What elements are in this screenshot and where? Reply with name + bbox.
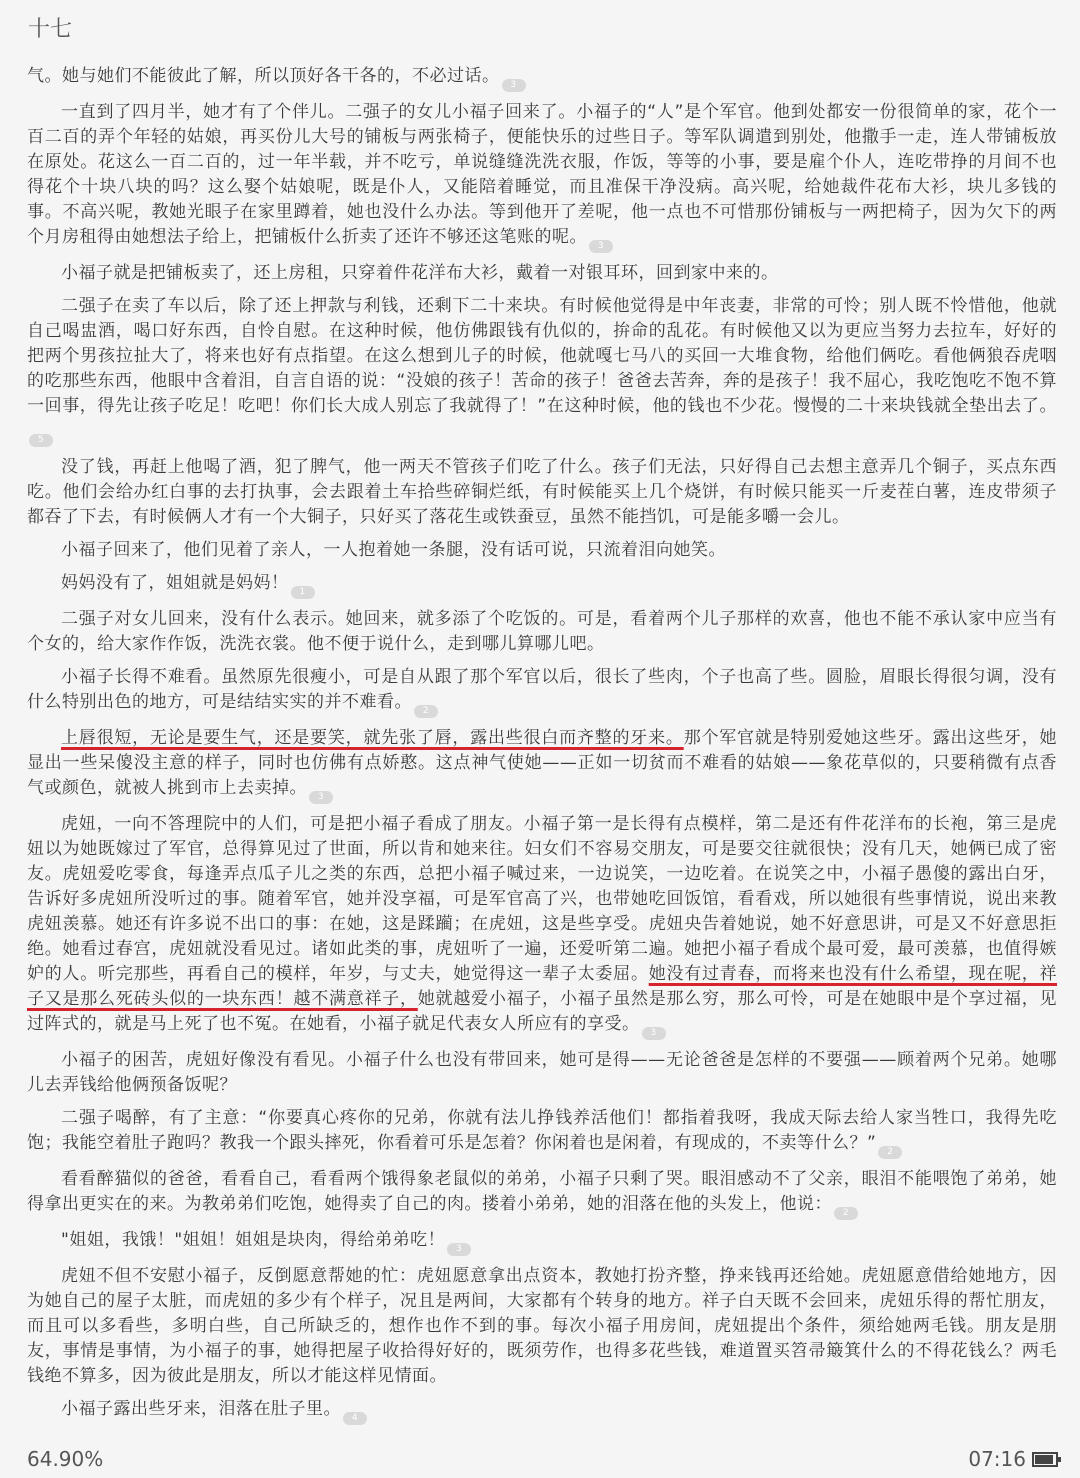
paragraph	[27, 261, 1057, 286]
paragraph-text: 二强子在卖了车以后，除了还上押款与利钱，还剩下二十来块。有时候他觉得是中年丧妻，非常的可怜；别人既不怜惜他，他就自己喝盅酒，喝口好东西，自怜自慰。在这种时候，他仿佛跟钱有仇似的，拚命的乱花。有时候他又以为更应当努力去拉车，好好的把两个男孩拉扯大了，将来也好有点指望。在这么想到儿子的时候，他就嘎七马八的买回一大堆食物，给他们俩吃。看他俩狼吞虎咽的吃那些东西，他眼中含着泪，自言自语的说：“没娘的孩子！苦命的孩子！爸爸去苦奔，奔的是孩子！我不屈心，我吃饱吃不饱不算一回事，得先让孩子吃足！吃吧！你们长大成人别忘了我就得了！”在这种时候，他的钱也不少花。慢慢的二十来块钱就全垫出去了。	[27, 296, 1057, 416]
paragraph-text: 小福子长得不难看。虽然原先很瘦小，可是自从跟了那个军官以后，很长了些肉，个子也高了些。圆脸，眉眼长得很匀调，没有什么特别出色的地方，可是结结实实的并不难看。	[27, 667, 1057, 712]
idea-count-badge[interactable]: 2	[878, 1146, 902, 1159]
paragraph-text: 小福子就是把铺板卖了，还上房租，只穿着件花洋布大衫，戴着一对银耳环，回到家中来的。	[61, 263, 779, 283]
paragraph	[27, 1048, 1057, 1098]
clock: 07:16	[968, 1447, 1026, 1471]
paragraph-text: 没了钱，再赶上他喝了酒，犯了脾气，他一两天不管孩子们吃了什么。孩子们无法，只好得自己去想主意弄几个铜子，买点东西吃。他们会给办红白事的去打执事，会去跟着土车拾些碎铜烂纸，有时候能买上几个烧饼，有时候只能买一斤麦茬白薯，连皮带须子都吞了下去，有时候俩人才有一个大铜子，只好买了落花生或铁蚕豆，虽然不能挡饥，可是能多嚼一会儿。	[27, 457, 1057, 527]
paragraph-text: 虎妞不但不安慰小福子，反倒愿意帮她的忙：虎妞愿意拿出点资本，教她打扮齐整，挣来钱再还给她。虎妞愿意借给她地方，因为她自己的屋子太脏，而虎妞的多少有个样子，况且是两间，大家都有个转身的地方。祥子白天既不会回来，虎妞乐得的帮忙朋友，而且可以多看些，多明白些，自己所缺乏的，想作也作不到的事。每次小福子用房间，虎妞提出个条件，须给她两毛钱。朋友是朋友，事情是事情，为小福子的事，她得把屋子收拾得好好的，既须劳作，也得多花些钱，难道置买笤帚簸箕什么的不得花钱么？两毛钱绝不算多，因为彼此是朋友，所以才能这样见情面。	[27, 1266, 1057, 1386]
paragraph-text: 小福子回来了，他们见着了亲人，一人抱着她一条腿，没有话可说，只流着泪向她笑。	[61, 540, 726, 560]
idea-count-badge[interactable]: 3	[642, 1027, 666, 1040]
paragraph-text: 妈妈没有了，姐姐就是妈妈！	[61, 573, 289, 593]
paragraph	[27, 1106, 1057, 1159]
paragraph-text: 看看醉猫似的爸爸，看看自己，看看两个饿得象老鼠似的弟弟，小福子只剩了哭。眼泪感动不了父亲，眼泪不能喂饱了弟弟，她得拿出更实在的来。为教弟弟们吃饱，她得卖了自己的肉。搂着小弟弟，她的泪落在他的头发上，他说：	[27, 1169, 1057, 1214]
paragraph	[27, 100, 1057, 253]
idea-count-badge[interactable]: 2	[834, 1207, 858, 1220]
paragraph-text: 二强子喝醉，有了主意：“你要真心疼你的兄弟，你就有法儿挣钱养活他们！都指着我呀，我成天际去给人家当牲口，我得先吃饱；我能空着肚子跑吗？教我一个跟头摔死，你看着可乐是怎着？你闲着也是闲着，有现成的，不卖等什么？”	[27, 1108, 1057, 1153]
underlined-text: 上唇很短，无论是要生气，还是要笑，就先张了唇，露出些很白而齐整的牙来。	[61, 728, 684, 748]
reading-progress: 64.90%	[27, 1447, 104, 1471]
paragraph	[27, 1264, 1057, 1389]
paragraph	[27, 294, 1057, 447]
paragraph	[27, 538, 1057, 563]
paragraph	[27, 665, 1057, 718]
battery-icon	[1032, 1452, 1058, 1467]
paragraph	[27, 812, 1057, 1040]
paragraph	[27, 1167, 1057, 1220]
paragraph-text: 二强子对女儿回来，没有什么表示。她回来，就多添了个吃饭的。可是，看着两个儿子那样的欢喜，他也不能不承认家中应当有个女的，给大家作作饭，洗洗衣裳。他不便于说什么，走到哪儿算哪儿吧。	[27, 609, 1057, 654]
idea-count-badge[interactable]: 3	[589, 240, 613, 253]
idea-count-badge[interactable]: 3	[502, 79, 526, 92]
status-bar	[968, 1447, 1058, 1471]
paragraph	[27, 726, 1057, 804]
reader-content[interactable]	[27, 64, 1057, 1433]
chapter-title: 十七	[28, 17, 73, 42]
paragraph-text: 一直到了四月半，她才有了个伴儿。二强子的女儿小福子回来了。小福子的“人”是个军官。他到处都安一份很简单的家，花个一百二百的弄个年轻的姑娘，再买份儿大号的铺板与两张椅子，便能快乐的过些日子。等军队调遣到别处，他撒手一走，连人带铺板放在原处。花这么一百二百的，过一年半载，并不吃亏，单说缝缝洗洗衣服，作饭，等等的小事，要是雇个仆人，连吃带挣的月间不也得花个十块八块的吗？这么娶个姑娘呢，既是仆人，又能陪着睡觉，而且准保干净没病。高兴呢，给她裁件花布大衫，块儿多钱的事。不高兴呢，教她光眼子在家里蹲着，她也没什么办法。等到他开了差呢，他一点也不可惜那份铺板与一两把椅子，因为欠下的两个月房租得由她想法子给上，把铺板什么折卖了还许不够还这笔账的呢。	[27, 102, 1057, 247]
idea-count-badge[interactable]: 1	[291, 586, 315, 599]
paragraph	[27, 1397, 1057, 1425]
idea-count-badge[interactable]: 3	[309, 791, 333, 804]
paragraph	[27, 607, 1057, 657]
underlined-text: 她没有过青春，而将来也没有什么希望，现在呢，祥子又是那么死砖头似的一块东西！越不满意祥子，	[27, 964, 1058, 1009]
idea-count-badge[interactable]: 5	[29, 434, 53, 447]
paragraph-text: 虎妞，一向不答理院中的人们，可是把小福子看成了朋友。小福子第一是长得有点模样，第二是还有件花洋布的长袍，第三是虎妞以为她既嫁过了军官，总得算见过了世面，所以肯和她来往。妇女们不容易交朋友，可是要交往就很快；没有几天，她俩已成了密友。虎妞爱吃零食，每逢弄点瓜子儿之类的东西，总把小福子喊过来，一边说笑，一边吃着。在说笑之中，小福子愚傻的露出白牙，告诉好多虎妞所没听过的事。随着军官，她并没享福，可是军官高了兴，也带她吃回饭馆，看看戏，所以她很有些事情说，说出来教虎妞羡慕。她还有许多说不出口的事：在她，这是蹂躏；在虎妞，这是些享受。虎妞央告着她说，她不好意思讲，可是又不好意思拒绝。她看过春宫，虎妞就没看见过。诸如此类的事，虎妞听了一遍，还爱听第二遍。她把小福子看成个最可爱，最可羡慕，也值得嫉妒的人。听完那些，再看自己的模样，年岁，与丈夫，她觉得这一辈子太委屈。	[27, 814, 1057, 984]
paragraph-text: "姐姐，我饿！"姐姐！姐姐是块肉，得给弟弟吃！	[61, 1230, 446, 1250]
paragraph	[27, 1228, 1057, 1256]
paragraph	[27, 571, 1057, 599]
paragraph	[27, 455, 1057, 530]
paragraph-text: 小福子露出些牙来，泪落在肚子里。	[61, 1399, 341, 1419]
paragraph-text: 气。她与她们不能彼此了解，所以顶好各干各的，不必过话。	[27, 66, 500, 86]
paragraph	[27, 64, 1057, 92]
paragraph-text: 她就越爱小福子，小福子虽然是那么穷，那么可怜，可是在她眼中是个享过福，见过阵式的，就是马上死了也不冤。在她看，小福子就足代表女人所应有的享受。	[27, 989, 1058, 1034]
idea-count-badge[interactable]: 3	[447, 1243, 471, 1256]
idea-count-badge[interactable]: 4	[343, 1412, 367, 1425]
paragraph-text: 那个军官就是特别爱她这些牙。露出这些牙，她显出一些呆傻没主意的样子，同时也仿佛有点娇憨。这点神气使她——正如一切贫而不难看的姑娘——象花草似的，只要稍微有点香气或颜色，就被人挑到市上去卖掉。	[27, 728, 1058, 798]
idea-count-badge[interactable]: 2	[414, 705, 438, 718]
paragraph-text: 小福子的困苦，虎妞好像没有看见。小福子什么也没有带回来，她可是得——无论爸爸是怎样的不要强——顾着两个兄弟。她哪儿去弄钱给他俩预备饭呢？	[27, 1050, 1057, 1095]
